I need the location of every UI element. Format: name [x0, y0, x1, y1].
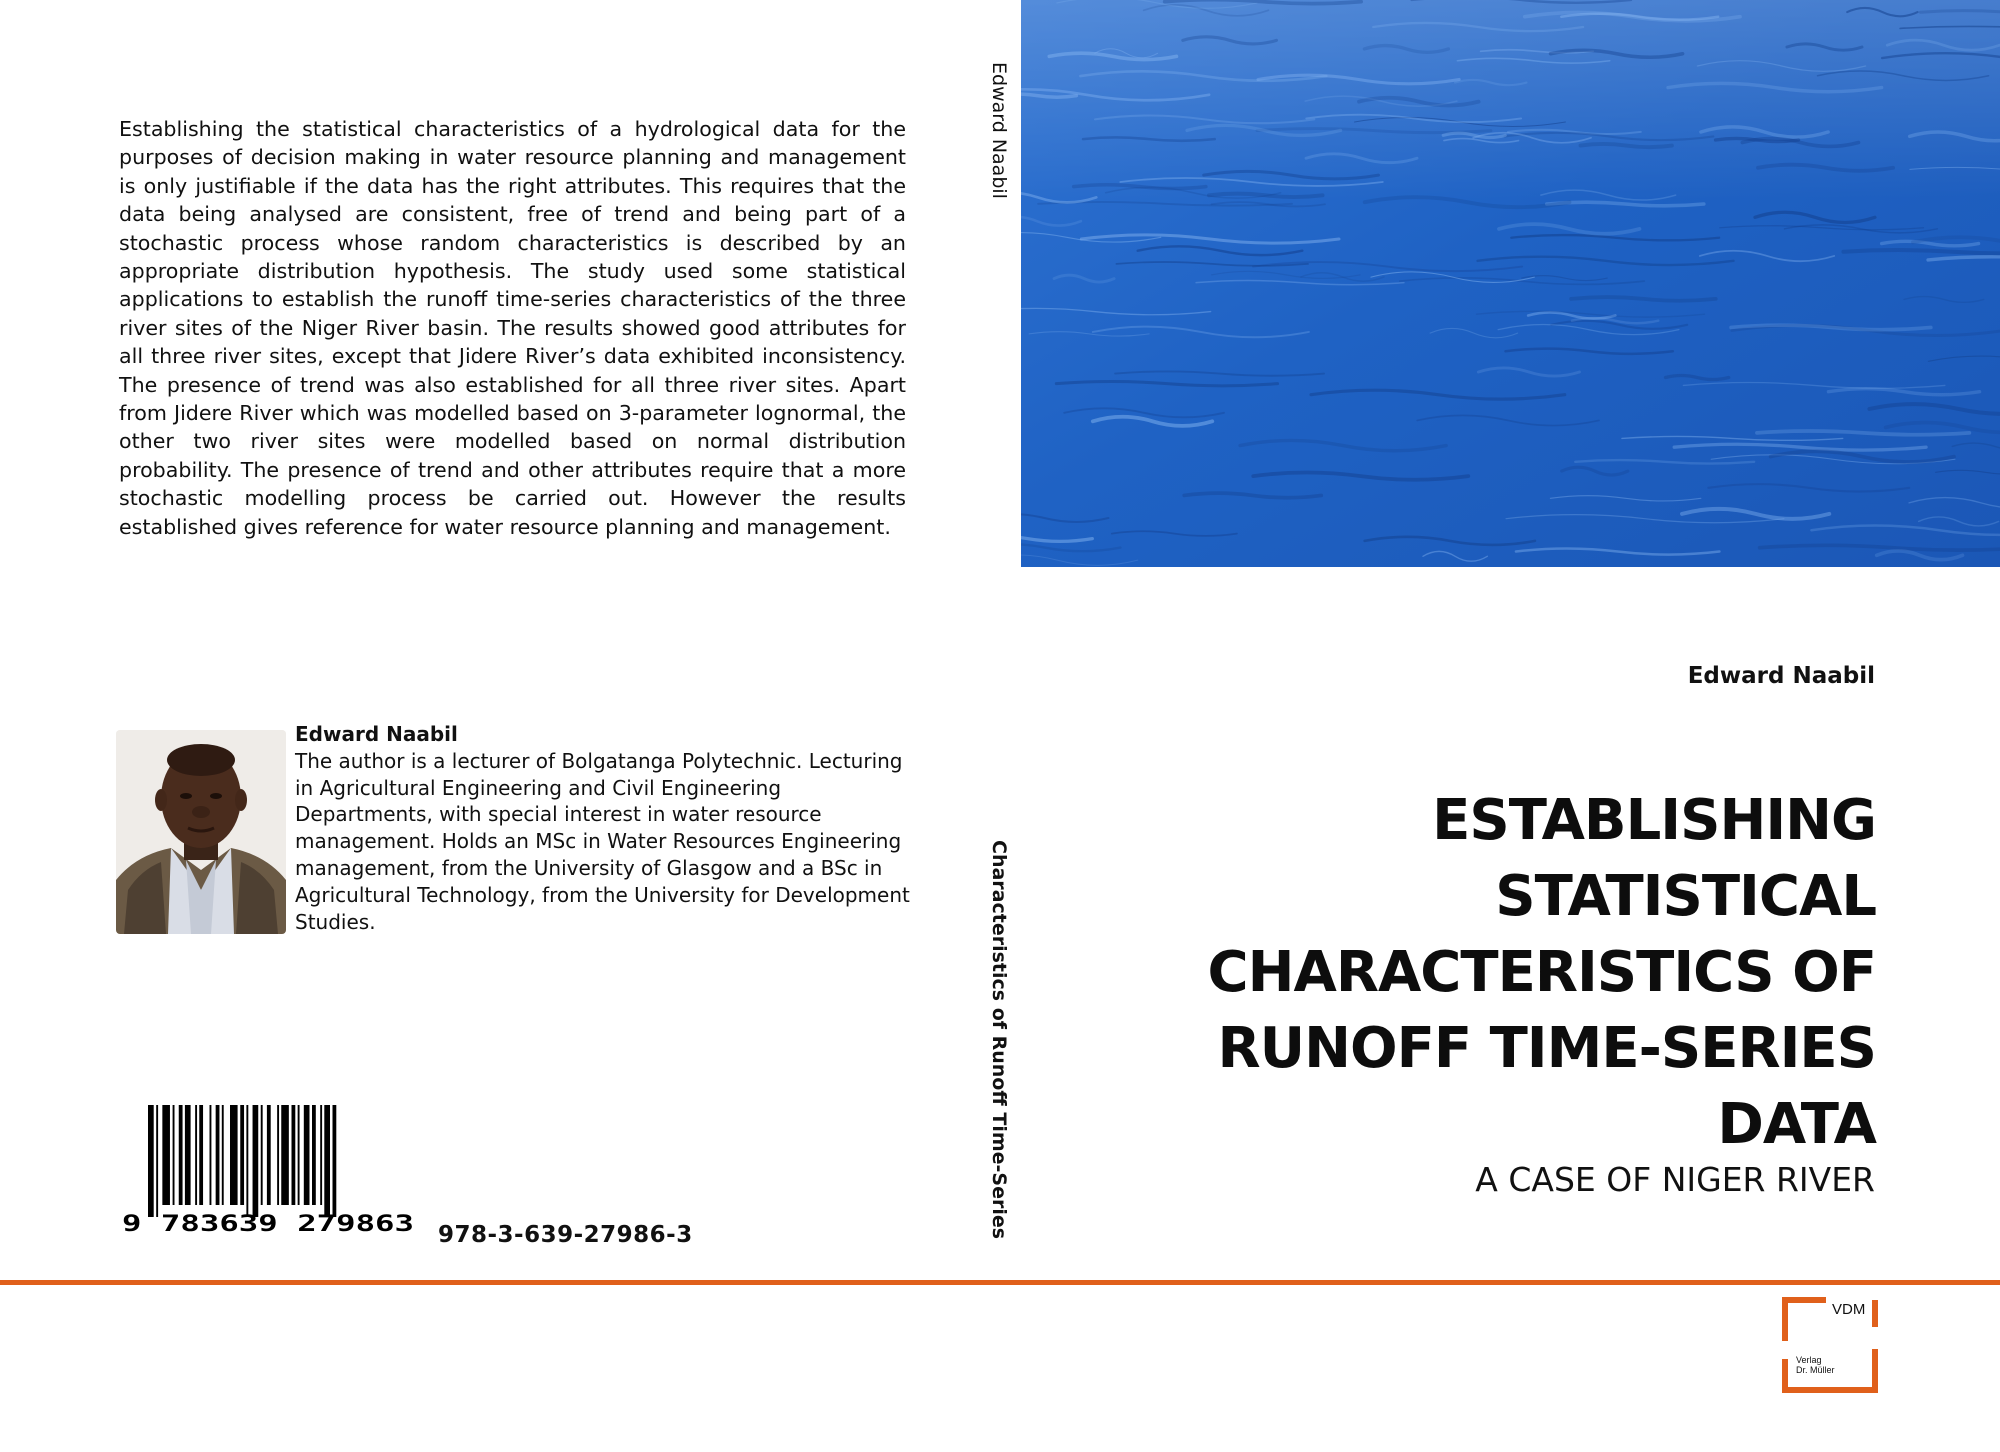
author-photo	[116, 730, 286, 934]
title-line: STATISTICAL	[1495, 864, 1876, 929]
title-line: DATA	[1717, 1092, 1876, 1157]
cover-water-image	[1021, 0, 2000, 567]
author-bio	[295, 721, 915, 935]
barcode-digits: 9 783639 279863	[122, 1212, 414, 1235]
publisher-name: VDM	[1832, 1301, 1866, 1318]
bio-text: The author is a lecturer of Bolgatanga Polytechnic. Lecturing in Agricultural Engineering and Civil Engineering Departments, with special interest in water resource management. Holds an MSc in Water Resources Engineering management, from the University of Glasgow and a BSc in Agricultural Technology, from the University for Development Studies.	[295, 748, 910, 934]
bio-author-name: Edward Naabil	[295, 722, 458, 746]
book-title	[1116, 783, 1876, 1163]
front-author: Edward Naabil	[1687, 663, 1875, 689]
publisher-subtext: Verlag Dr. Müller	[1796, 1355, 1835, 1375]
orange-divider	[0, 1280, 2000, 1285]
title-line: RUNOFF TIME-SERIES	[1217, 1016, 1876, 1081]
spine-author: Edward Naabil	[988, 62, 1010, 199]
spine-title: Characteristics of Runoff Time-Series	[988, 840, 1010, 1240]
title-line: CHARACTERISTICS OF	[1207, 940, 1876, 1005]
book-subtitle: A CASE OF NIGER RIVER	[1475, 1160, 1875, 1199]
isbn-number: 978-3-639-27986-3	[438, 1222, 693, 1248]
publisher-logo	[1782, 1297, 1878, 1393]
back-cover-blurb: Establishing the statistical characteristics of a hydrological data for the purposes of decision making in water resource planning and management is only justifiable if the data has the right attributes. This requires that the data being analysed are consistent, free of trend and being part of a stochastic process whose random characteristics is described by an appropriate distribution hypothesis. The study used some statistical applications to establish the runoff time-series characteristics of the three river sites of the Niger River basin. The results showed good attributes for all three river sites, except that Jidere River’s data exhibited inconsistency. The presence of trend was also established for all three river sites. Apart from Jidere River which was modelled based on 3-parameter lognormal, the other two river sites were modelled based on normal distribution probability. The presence of trend and other attributes require that a more stochastic modelling process be carried out. However the results established gives reference for water resource planning and management.	[119, 117, 906, 539]
title-line: ESTABLISHING	[1432, 788, 1876, 853]
isbn-barcode	[120, 1105, 420, 1235]
